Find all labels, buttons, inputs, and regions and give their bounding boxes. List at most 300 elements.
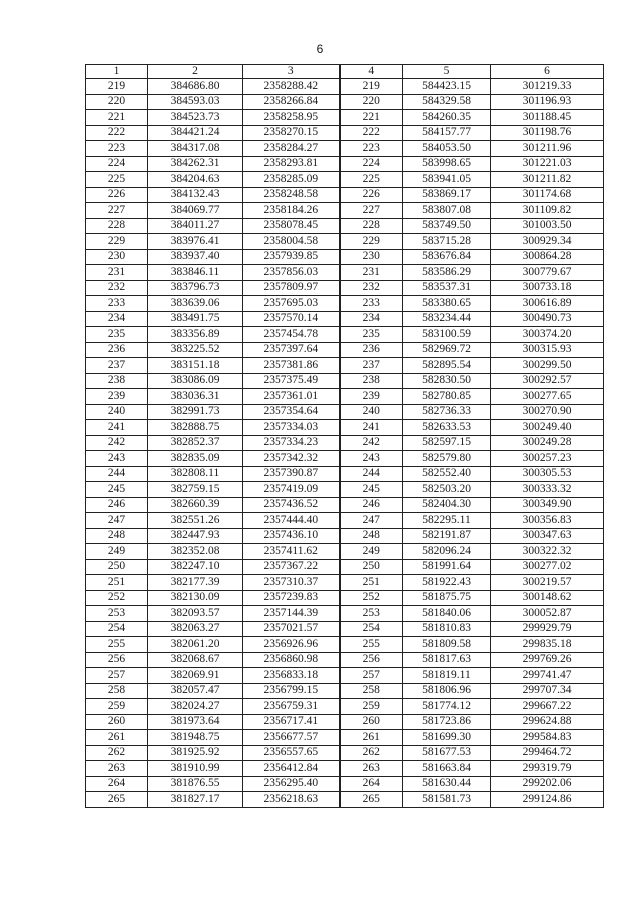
table-cell: 299769.26 (491, 652, 604, 668)
table-cell: 248 (86, 528, 148, 544)
table-cell: 582830.50 (403, 373, 491, 389)
table-cell: 2356799.15 (243, 683, 340, 699)
table-cell: 256 (340, 652, 403, 668)
table-cell: 235 (86, 327, 148, 343)
table-cell: 301196.93 (491, 94, 604, 110)
table-cell: 246 (340, 497, 403, 513)
table-cell: 247 (340, 513, 403, 529)
table-row (86, 590, 604, 606)
table-cell: 381925.92 (148, 745, 243, 761)
table-cell: 2357436.10 (243, 528, 340, 544)
table-cell: 384262.31 (148, 156, 243, 172)
table-cell: 581810.83 (403, 621, 491, 637)
table-cell: 300490.73 (491, 311, 604, 327)
table-cell: 382352.08 (148, 544, 243, 560)
table-cell: 248 (340, 528, 403, 544)
table-cell: 299584.83 (491, 730, 604, 746)
table-row (86, 466, 604, 482)
table-cell: 252 (86, 590, 148, 606)
table-cell: 245 (340, 482, 403, 498)
table-cell: 300929.34 (491, 234, 604, 250)
table-cell: 2357436.52 (243, 497, 340, 513)
table-cell: 581774.12 (403, 699, 491, 715)
table-cell: 247 (86, 513, 148, 529)
table-cell: 583869.17 (403, 187, 491, 203)
table-cell: 219 (340, 79, 403, 95)
table-cell: 582969.72 (403, 342, 491, 358)
table-cell: 244 (340, 466, 403, 482)
table-cell: 262 (86, 745, 148, 761)
table-cell: 257 (86, 668, 148, 684)
table-cell: 219 (86, 79, 148, 95)
table-cell: 236 (340, 342, 403, 358)
table-cell: 581723.86 (403, 714, 491, 730)
table-cell: 226 (86, 187, 148, 203)
table-row (86, 683, 604, 699)
table-row (86, 606, 604, 622)
table-cell: 299835.18 (491, 637, 604, 653)
table-cell: 244 (86, 466, 148, 482)
table-cell: 2357419.09 (243, 482, 340, 498)
table-cell: 384593.03 (148, 94, 243, 110)
table-row (86, 342, 604, 358)
table-cell: 263 (340, 761, 403, 777)
table-cell: 582895.54 (403, 358, 491, 374)
table-cell: 584260.35 (403, 110, 491, 126)
table-cell: 300616.89 (491, 296, 604, 312)
table-cell: 2357239.83 (243, 590, 340, 606)
table-cell: 582736.33 (403, 404, 491, 420)
table-cell: 582404.30 (403, 497, 491, 513)
table-cell: 300257.23 (491, 451, 604, 467)
table-cell: 2356557.65 (243, 745, 340, 761)
table-row (86, 420, 604, 436)
table-cell: 2356717.41 (243, 714, 340, 730)
table-cell: 581991.64 (403, 559, 491, 575)
table-cell: 584329.58 (403, 94, 491, 110)
table-cell: 2358270.15 (243, 125, 340, 141)
table-cell: 382093.57 (148, 606, 243, 622)
table-cell: 384204.63 (148, 172, 243, 188)
table-row (86, 652, 604, 668)
table-cell: 300292.57 (491, 373, 604, 389)
table-cell: 382991.73 (148, 404, 243, 420)
table-cell: 583586.29 (403, 265, 491, 281)
table-cell: 2357695.03 (243, 296, 340, 312)
table-cell: 301211.96 (491, 141, 604, 157)
table-cell: 382177.39 (148, 575, 243, 591)
table-cell: 231 (340, 265, 403, 281)
table-cell: 260 (86, 714, 148, 730)
table-cell: 231 (86, 265, 148, 281)
table-row (86, 218, 604, 234)
table-row (86, 451, 604, 467)
table-cell: 2357310.37 (243, 575, 340, 591)
table-cell: 241 (86, 420, 148, 436)
table-cell: 382068.67 (148, 652, 243, 668)
column-header: 3 (243, 65, 340, 79)
table-cell: 2357570.14 (243, 311, 340, 327)
table-cell: 300349.90 (491, 497, 604, 513)
table-cell: 301109.82 (491, 203, 604, 219)
table-cell: 228 (340, 218, 403, 234)
table-cell: 383796.73 (148, 280, 243, 296)
table-cell: 300315.93 (491, 342, 604, 358)
table-cell: 2358004.58 (243, 234, 340, 250)
table-cell: 582633.53 (403, 420, 491, 436)
table-row (86, 280, 604, 296)
table-cell: 2358248.58 (243, 187, 340, 203)
table-cell: 234 (340, 311, 403, 327)
table-row (86, 265, 604, 281)
table-cell: 300148.62 (491, 590, 604, 606)
table-cell: 582552.40 (403, 466, 491, 482)
table-cell: 384011.27 (148, 218, 243, 234)
table-cell: 255 (340, 637, 403, 653)
table-cell: 300864.28 (491, 249, 604, 265)
table-row (86, 621, 604, 637)
table-cell: 224 (340, 156, 403, 172)
table-cell: 221 (86, 110, 148, 126)
table-cell: 300052.87 (491, 606, 604, 622)
table-row (86, 404, 604, 420)
table-cell: 240 (86, 404, 148, 420)
table-row (86, 745, 604, 761)
table-cell: 300333.32 (491, 482, 604, 498)
table-row (86, 497, 604, 513)
table-cell: 2356860.98 (243, 652, 340, 668)
table-cell: 582579.80 (403, 451, 491, 467)
table-row (86, 94, 604, 110)
table-cell: 230 (86, 249, 148, 265)
table-row (86, 513, 604, 529)
table-cell: 584053.50 (403, 141, 491, 157)
table-cell: 2357939.85 (243, 249, 340, 265)
table-cell: 229 (340, 234, 403, 250)
table-cell: 251 (86, 575, 148, 591)
table-row (86, 559, 604, 575)
table-cell: 583676.84 (403, 249, 491, 265)
table-row (86, 203, 604, 219)
table-cell: 382759.15 (148, 482, 243, 498)
table-cell: 220 (86, 94, 148, 110)
table-cell: 301188.45 (491, 110, 604, 126)
table-cell: 2357411.62 (243, 544, 340, 560)
table-cell: 583234.44 (403, 311, 491, 327)
table-cell: 225 (340, 172, 403, 188)
table-cell: 2358258.95 (243, 110, 340, 126)
table-cell: 252 (340, 590, 403, 606)
table-cell: 300299.50 (491, 358, 604, 374)
table-cell: 2356412.84 (243, 761, 340, 777)
table-cell: 2357354.64 (243, 404, 340, 420)
table-cell: 251 (340, 575, 403, 591)
table-cell: 2357390.87 (243, 466, 340, 482)
table-cell: 581663.84 (403, 761, 491, 777)
table-cell: 265 (340, 792, 403, 808)
table-row (86, 172, 604, 188)
table-cell: 237 (340, 358, 403, 374)
table-cell: 300779.67 (491, 265, 604, 281)
table-cell: 299707.34 (491, 683, 604, 699)
table-cell: 258 (340, 683, 403, 699)
table-cell: 382063.27 (148, 621, 243, 637)
table-cell: 300277.65 (491, 389, 604, 405)
table-cell: 582295.11 (403, 513, 491, 529)
table-cell: 262 (340, 745, 403, 761)
table-row (86, 575, 604, 591)
table-row (86, 699, 604, 715)
table-cell: 220 (340, 94, 403, 110)
table-cell: 243 (340, 451, 403, 467)
column-header: 4 (340, 65, 403, 79)
table-cell: 2357361.01 (243, 389, 340, 405)
table-cell: 301211.82 (491, 172, 604, 188)
table-cell: 2358288.42 (243, 79, 340, 95)
table-cell: 581922.43 (403, 575, 491, 591)
table-cell: 265 (86, 792, 148, 808)
table-cell: 2357856.03 (243, 265, 340, 281)
table-row (86, 358, 604, 374)
table-cell: 263 (86, 761, 148, 777)
table-row (86, 79, 604, 95)
table-cell: 233 (340, 296, 403, 312)
table-cell: 382808.11 (148, 466, 243, 482)
table-cell: 243 (86, 451, 148, 467)
table-header-row (86, 65, 604, 79)
table-row (86, 327, 604, 343)
table-cell: 254 (340, 621, 403, 637)
table-cell: 2356218.63 (243, 792, 340, 808)
table-cell: 249 (340, 544, 403, 560)
table-row (86, 141, 604, 157)
table-row (86, 311, 604, 327)
table-cell: 2358285.09 (243, 172, 340, 188)
table-cell: 382069.91 (148, 668, 243, 684)
table-cell: 581875.75 (403, 590, 491, 606)
table-cell: 383639.06 (148, 296, 243, 312)
table-cell: 583380.65 (403, 296, 491, 312)
table-body (86, 79, 604, 808)
table-cell: 259 (340, 699, 403, 715)
table-cell: 582503.20 (403, 482, 491, 498)
table-cell: 581677.53 (403, 745, 491, 761)
table-cell: 256 (86, 652, 148, 668)
table-cell: 382660.39 (148, 497, 243, 513)
table-cell: 2358078.45 (243, 218, 340, 234)
table-cell: 383356.89 (148, 327, 243, 343)
table-cell: 581840.06 (403, 606, 491, 622)
table-cell: 581819.11 (403, 668, 491, 684)
table-cell: 583537.31 (403, 280, 491, 296)
table-cell: 2357144.39 (243, 606, 340, 622)
table-cell: 225 (86, 172, 148, 188)
table-cell: 382024.27 (148, 699, 243, 715)
table-cell: 2357021.57 (243, 621, 340, 637)
table-cell: 301221.03 (491, 156, 604, 172)
table-row (86, 714, 604, 730)
table-cell: 237 (86, 358, 148, 374)
table-cell: 384686.80 (148, 79, 243, 95)
table-cell: 301174.68 (491, 187, 604, 203)
table-cell: 257 (340, 668, 403, 684)
table-cell: 2357342.32 (243, 451, 340, 467)
table-cell: 300347.63 (491, 528, 604, 544)
table-cell: 245 (86, 482, 148, 498)
table-cell: 246 (86, 497, 148, 513)
table-cell: 299667.22 (491, 699, 604, 715)
table-cell: 2358266.84 (243, 94, 340, 110)
table-cell: 250 (86, 559, 148, 575)
table-cell: 382852.37 (148, 435, 243, 451)
table-cell: 2358284.27 (243, 141, 340, 157)
table-cell: 581699.30 (403, 730, 491, 746)
table-cell: 242 (340, 435, 403, 451)
table-cell: 301219.33 (491, 79, 604, 95)
table-cell: 258 (86, 683, 148, 699)
table-row (86, 761, 604, 777)
table-row (86, 668, 604, 684)
table-cell: 582191.87 (403, 528, 491, 544)
table-cell: 228 (86, 218, 148, 234)
table-cell: 233 (86, 296, 148, 312)
table-cell: 2358293.81 (243, 156, 340, 172)
table-row (86, 125, 604, 141)
table-cell: 583998.65 (403, 156, 491, 172)
table-cell: 253 (86, 606, 148, 622)
table-cell: 224 (86, 156, 148, 172)
table-cell: 384317.08 (148, 141, 243, 157)
table-cell: 382835.09 (148, 451, 243, 467)
table-cell: 227 (86, 203, 148, 219)
table-cell: 264 (340, 776, 403, 792)
table-cell: 583749.50 (403, 218, 491, 234)
table-cell: 299124.86 (491, 792, 604, 808)
page-number: 6 (316, 42, 324, 56)
table-cell: 2357809.97 (243, 280, 340, 296)
table-cell: 2356295.40 (243, 776, 340, 792)
table-cell: 382447.93 (148, 528, 243, 544)
table-cell: 583807.08 (403, 203, 491, 219)
table-cell: 2357444.40 (243, 513, 340, 529)
table-cell: 254 (86, 621, 148, 637)
table-row (86, 249, 604, 265)
table-cell: 230 (340, 249, 403, 265)
column-header: 5 (403, 65, 491, 79)
table-cell: 381827.17 (148, 792, 243, 808)
table-cell: 239 (340, 389, 403, 405)
table-cell: 383976.41 (148, 234, 243, 250)
table-cell: 250 (340, 559, 403, 575)
table-cell: 2357454.78 (243, 327, 340, 343)
table-cell: 381876.55 (148, 776, 243, 792)
table-row (86, 389, 604, 405)
table-row (86, 373, 604, 389)
table-cell: 581806.96 (403, 683, 491, 699)
table-cell: 581817.63 (403, 652, 491, 668)
table-row (86, 637, 604, 653)
table-cell: 2357367.22 (243, 559, 340, 575)
table-row (86, 234, 604, 250)
table-row (86, 187, 604, 203)
table-cell: 383036.31 (148, 389, 243, 405)
table-row (86, 435, 604, 451)
table-cell: 300305.53 (491, 466, 604, 482)
table-row (86, 776, 604, 792)
table-row (86, 792, 604, 808)
column-header: 2 (148, 65, 243, 79)
table-cell: 583100.59 (403, 327, 491, 343)
table-cell: 581630.44 (403, 776, 491, 792)
table-cell: 2357334.23 (243, 435, 340, 451)
table-cell: 2356677.57 (243, 730, 340, 746)
table-cell: 253 (340, 606, 403, 622)
table-row (86, 482, 604, 498)
table-cell: 229 (86, 234, 148, 250)
table-cell: 238 (86, 373, 148, 389)
table-cell: 582597.15 (403, 435, 491, 451)
table-cell: 2356833.18 (243, 668, 340, 684)
table-cell: 299929.79 (491, 621, 604, 637)
table-cell: 249 (86, 544, 148, 560)
table-cell: 2356926.96 (243, 637, 340, 653)
table-cell: 222 (86, 125, 148, 141)
table-cell: 382551.26 (148, 513, 243, 529)
table-cell: 582096.24 (403, 544, 491, 560)
table-cell: 383937.40 (148, 249, 243, 265)
table-cell: 255 (86, 637, 148, 653)
table-cell: 381973.64 (148, 714, 243, 730)
table-cell: 241 (340, 420, 403, 436)
table-cell: 242 (86, 435, 148, 451)
table-cell: 299741.47 (491, 668, 604, 684)
table-cell: 300356.83 (491, 513, 604, 529)
table-row (86, 730, 604, 746)
table-row (86, 296, 604, 312)
table-row (86, 544, 604, 560)
table-cell: 382247.10 (148, 559, 243, 575)
table-cell: 2358184.26 (243, 203, 340, 219)
table-cell: 382130.09 (148, 590, 243, 606)
table-cell: 238 (340, 373, 403, 389)
table-cell: 259 (86, 699, 148, 715)
table-cell: 2356759.31 (243, 699, 340, 715)
table-row (86, 110, 604, 126)
table-cell: 2357397.64 (243, 342, 340, 358)
table-cell: 384421.24 (148, 125, 243, 141)
table-cell: 582780.85 (403, 389, 491, 405)
table-cell: 300322.32 (491, 544, 604, 560)
coordinates-table (85, 64, 604, 808)
table-cell: 583941.05 (403, 172, 491, 188)
table-cell: 2357381.86 (243, 358, 340, 374)
table-cell: 384069.77 (148, 203, 243, 219)
table-cell: 581581.73 (403, 792, 491, 808)
table-cell: 382888.75 (148, 420, 243, 436)
table-cell: 232 (86, 280, 148, 296)
table-cell: 383086.09 (148, 373, 243, 389)
table-cell: 234 (86, 311, 148, 327)
table-cell: 584423.15 (403, 79, 491, 95)
table-cell: 583715.28 (403, 234, 491, 250)
table-cell: 301198.76 (491, 125, 604, 141)
table-cell: 260 (340, 714, 403, 730)
table-cell: 382061.20 (148, 637, 243, 653)
table-cell: 261 (340, 730, 403, 746)
table-cell: 381948.75 (148, 730, 243, 746)
table-cell: 300249.40 (491, 420, 604, 436)
table-cell: 222 (340, 125, 403, 141)
